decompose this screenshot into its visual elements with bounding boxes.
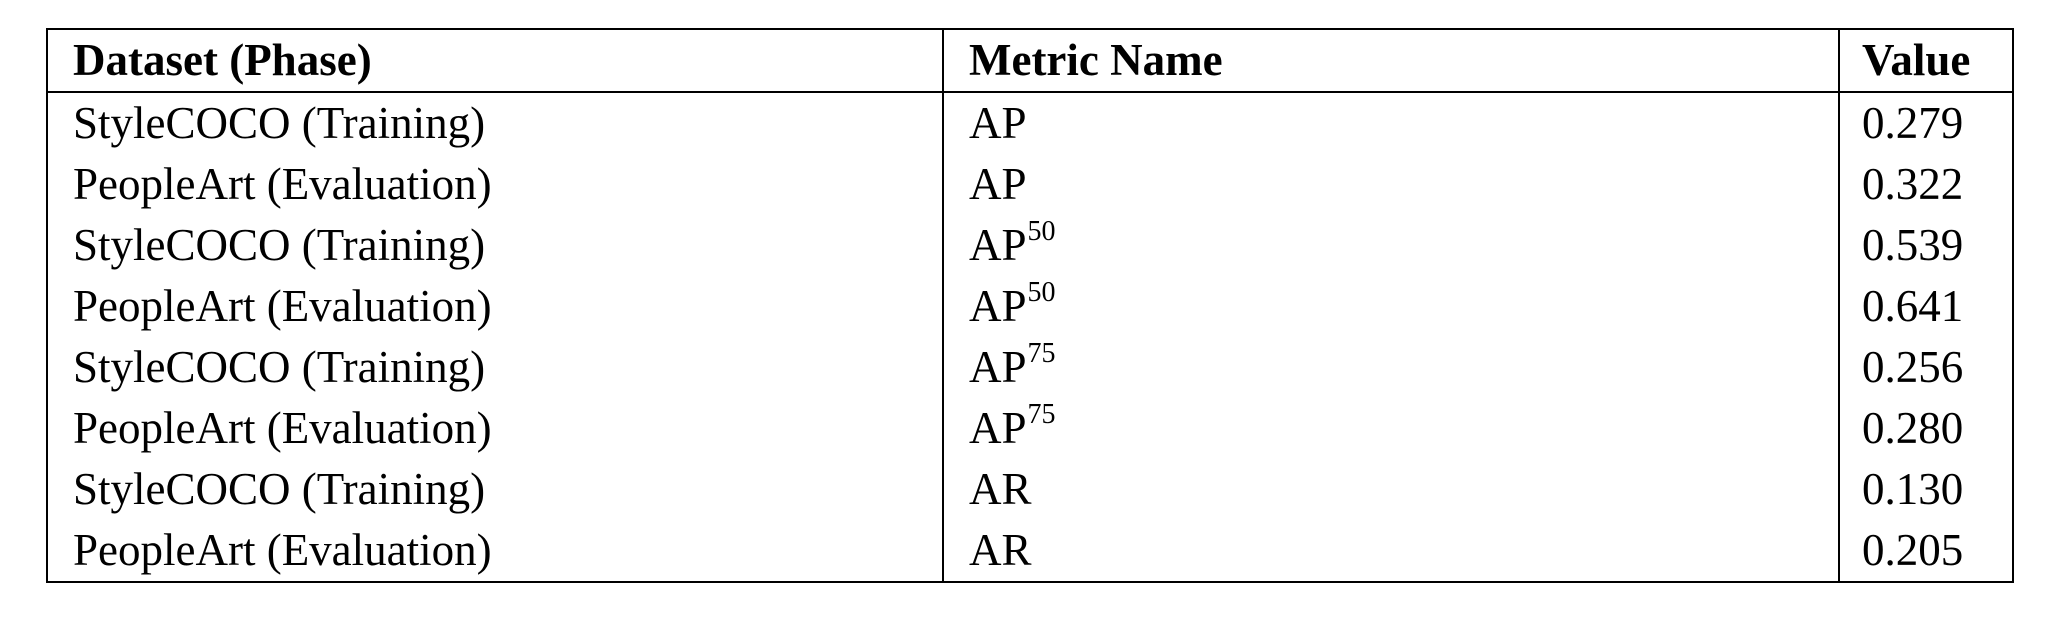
cell-dataset: StyleCOCO (Training) xyxy=(47,92,943,154)
cell-dataset: StyleCOCO (Training) xyxy=(47,215,943,276)
header-row xyxy=(47,29,2013,92)
cell-value: 0.322 xyxy=(1862,159,1964,209)
table-row xyxy=(47,459,2013,520)
cell-value: 0.539 xyxy=(1862,220,1964,270)
table-row xyxy=(47,337,2013,398)
header-metric-name: Metric Name xyxy=(943,29,1839,92)
results-table-container xyxy=(46,28,2012,583)
cell-metric xyxy=(943,276,1839,337)
metric-label: AR xyxy=(969,464,1032,514)
cell-dataset: StyleCOCO (Training) xyxy=(47,459,943,520)
table-row xyxy=(47,398,2013,459)
cell-metric xyxy=(943,398,1839,459)
table-row xyxy=(47,520,2013,582)
cell-metric xyxy=(943,520,1839,582)
table-row xyxy=(47,215,2013,276)
header-dataset-phase: Dataset (Phase) xyxy=(47,29,943,92)
cell-value: 0.256 xyxy=(1862,342,1964,392)
cell-value: 0.280 xyxy=(1862,403,1964,453)
cell-dataset: PeopleArt (Evaluation) xyxy=(47,154,943,215)
metric-label: AP xyxy=(969,342,1027,392)
table-body xyxy=(47,92,2013,582)
table-header xyxy=(47,29,2013,92)
table-row xyxy=(47,154,2013,215)
table-row xyxy=(47,276,2013,337)
metric-label: AP xyxy=(969,281,1027,331)
metric-label: AP xyxy=(969,159,1027,209)
cell-value: 0.205 xyxy=(1862,525,1964,575)
cell-dataset: StyleCOCO (Training) xyxy=(47,337,943,398)
metric-label: AP xyxy=(969,98,1027,148)
metric-superscript: 50 xyxy=(1027,216,1056,247)
cell-value: 0.130 xyxy=(1862,464,1964,514)
metric-superscript: 50 xyxy=(1027,277,1056,308)
metric-superscript: 75 xyxy=(1027,338,1056,369)
cell-dataset: PeopleArt (Evaluation) xyxy=(47,520,943,582)
metric-label: AP xyxy=(969,403,1027,453)
table-row xyxy=(47,92,2013,154)
cell-metric xyxy=(943,154,1839,215)
cell-value: 0.279 xyxy=(1862,98,1964,148)
header-value: Value xyxy=(1839,29,2013,92)
metric-superscript: 75 xyxy=(1027,399,1056,430)
metric-label: AR xyxy=(969,525,1032,575)
cell-metric xyxy=(943,459,1839,520)
metric-label: AP xyxy=(969,220,1027,270)
cell-metric xyxy=(943,92,1839,154)
cell-dataset: PeopleArt (Evaluation) xyxy=(47,398,943,459)
cell-metric xyxy=(943,215,1839,276)
cell-metric xyxy=(943,337,1839,398)
cell-value: 0.641 xyxy=(1862,281,1964,331)
results-table xyxy=(46,28,2014,583)
cell-dataset: PeopleArt (Evaluation) xyxy=(47,276,943,337)
